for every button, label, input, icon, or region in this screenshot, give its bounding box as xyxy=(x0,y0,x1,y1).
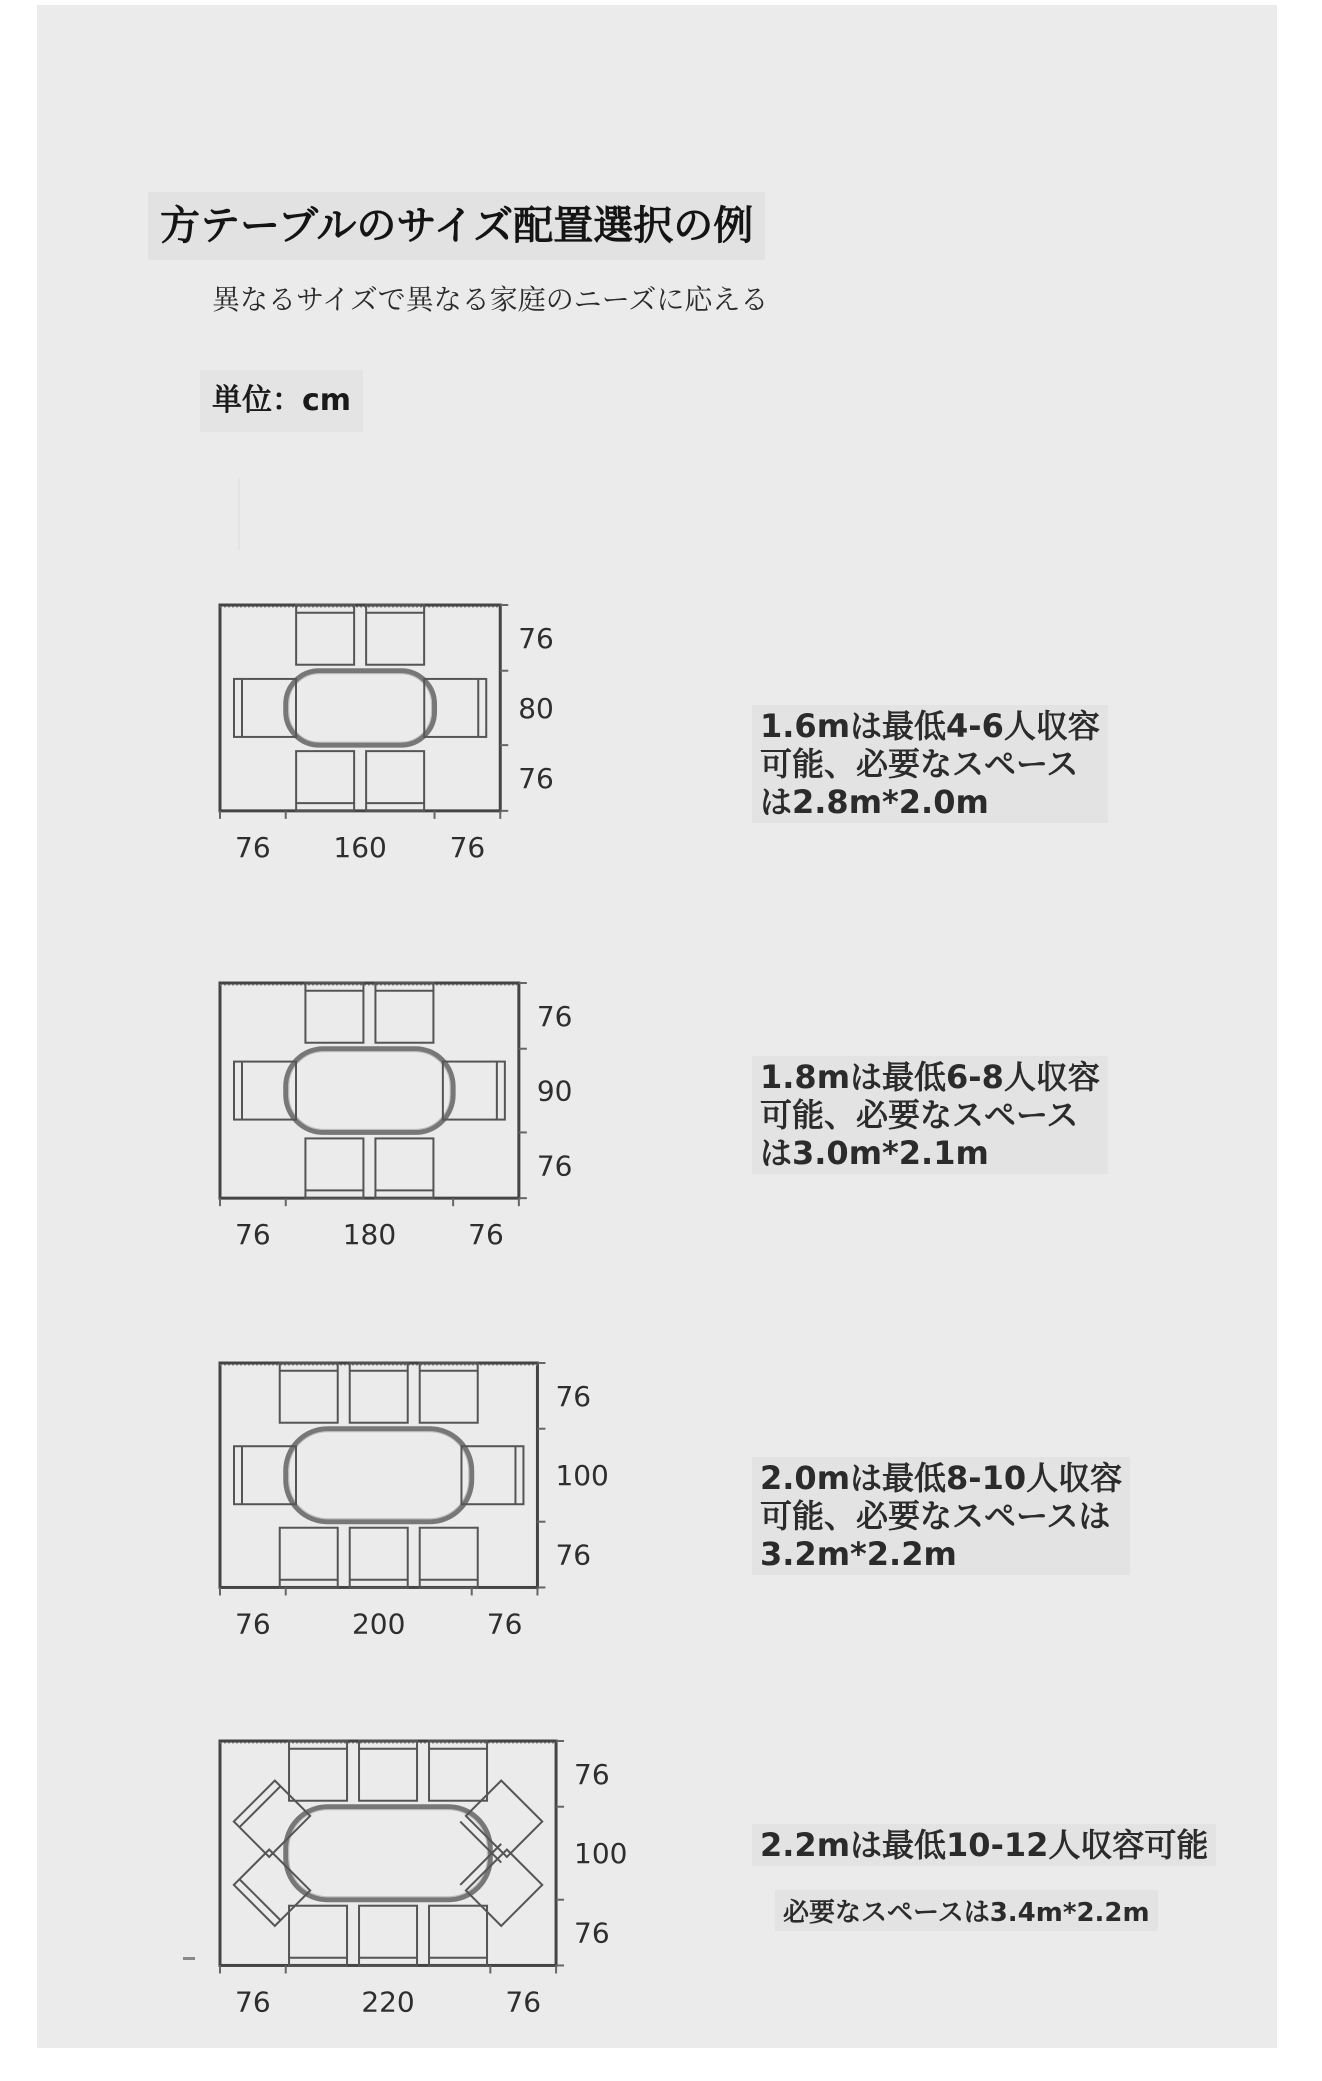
seating-diagram-2200 xyxy=(205,1731,725,2081)
faint-divider xyxy=(238,478,240,550)
description-line: 可能、必要なスペース xyxy=(760,745,1079,783)
layout-description-1800 xyxy=(752,1056,1108,1174)
layout-space-requirement-2200: 必要なスペースは3.4m*2.2m xyxy=(775,1890,1158,1931)
side-dimension-label: 100 xyxy=(574,1837,628,1871)
chair-back xyxy=(239,1879,280,1920)
bottom-dimension-label: 76 xyxy=(235,1985,271,2016)
stray-mark xyxy=(183,1957,195,1960)
side-dimension-label: 90 xyxy=(536,1074,573,1108)
layout-description-2200 xyxy=(752,1824,1216,1866)
chair-seat xyxy=(350,1363,408,1423)
side-dimension-label: 76 xyxy=(518,761,554,795)
description-line: は2.8m*2.0m xyxy=(760,783,989,821)
seating-diagram-2000 xyxy=(205,1353,725,1703)
bottom-dimension-label: 180 xyxy=(342,1218,397,1249)
seating-diagram-1800 xyxy=(205,973,725,1323)
diagram-svg xyxy=(205,595,605,861)
room-outline xyxy=(220,605,500,811)
bottom-dimension-label: 76 xyxy=(468,1218,504,1249)
bottom-dimension-label: 76 xyxy=(235,1218,271,1249)
chair-back xyxy=(460,1844,501,1885)
bottom-dimension-label: 76 xyxy=(505,1985,541,2016)
side-dimension-label: 76 xyxy=(574,1757,610,1791)
diagram-svg xyxy=(205,1731,661,2015)
side-dimension-label: 76 xyxy=(574,1916,610,1950)
page-title: 方テーブルのサイズ配置選択の例 xyxy=(148,192,765,260)
side-dimension-label: 100 xyxy=(555,1459,609,1493)
bottom-dimension-label: 76 xyxy=(235,830,271,861)
description-line: 1.8mは最低6-8人収容 xyxy=(760,1058,1100,1096)
chair-seat xyxy=(375,1138,433,1198)
description-line: 1.6mは最低4-6人収容 xyxy=(760,707,1100,745)
table-outline xyxy=(286,1049,453,1133)
chair-seat xyxy=(289,1741,347,1801)
layout-description-2000 xyxy=(752,1457,1130,1575)
unit-label: 単位：cm xyxy=(200,370,363,432)
description-line: 2.0mは最低8-10人収容 xyxy=(760,1459,1123,1497)
room-outline xyxy=(220,983,519,1198)
bottom-dimension-label: 76 xyxy=(486,1607,523,1638)
diagram-svg xyxy=(205,1353,642,1637)
table-inner-edge xyxy=(289,1052,450,1130)
chair-diagonal xyxy=(460,1781,542,1863)
seating-diagram-1600 xyxy=(205,595,725,945)
bottom-dimension-label: 160 xyxy=(333,830,387,861)
description-line: 可能、必要なスペースは xyxy=(760,1497,1111,1535)
chair-seat xyxy=(429,1741,487,1801)
description-line: 3.2m*2.2m xyxy=(760,1535,957,1573)
diagram-svg xyxy=(205,973,624,1248)
table-inner-edge xyxy=(289,1810,488,1897)
room-outline xyxy=(220,1741,556,1965)
description-line: 可能、必要なスペース xyxy=(760,1096,1079,1134)
side-dimension-label: 76 xyxy=(555,1538,592,1572)
side-dimension-label: 76 xyxy=(518,621,554,655)
chair-seat xyxy=(280,1363,338,1423)
side-dimension-label: 76 xyxy=(536,999,573,1033)
bottom-dimension-label: 200 xyxy=(352,1607,406,1638)
side-dimension-label: 76 xyxy=(555,1379,592,1413)
side-dimension-label: 76 xyxy=(536,1149,573,1183)
bottom-dimension-label: 220 xyxy=(361,1985,415,2016)
description-line: 2.2mは最低10-12人収容可能 xyxy=(760,1826,1209,1864)
chair-diagonal xyxy=(460,1844,542,1926)
table-inner-edge xyxy=(289,674,432,742)
bottom-dimension-label: 76 xyxy=(235,1607,271,1638)
layout-description-1600 xyxy=(752,705,1108,823)
table-inner-edge xyxy=(289,1432,469,1519)
table-outline xyxy=(286,1429,472,1522)
chair-back xyxy=(460,1822,501,1863)
chair-seat xyxy=(305,1138,363,1198)
description-line: は3.0m*2.1m xyxy=(760,1134,989,1172)
chair-back xyxy=(239,1786,280,1827)
chair-seat xyxy=(359,1741,417,1801)
table-outline xyxy=(286,1807,491,1900)
bottom-dimension-label: 76 xyxy=(449,830,486,861)
table-outline xyxy=(286,671,435,745)
page-subtitle: 異なるサイズで異なる家庭のニーズに応える xyxy=(212,283,769,316)
room-outline xyxy=(220,1363,537,1587)
side-dimension-label: 80 xyxy=(518,691,554,725)
chair-seat xyxy=(420,1363,478,1423)
